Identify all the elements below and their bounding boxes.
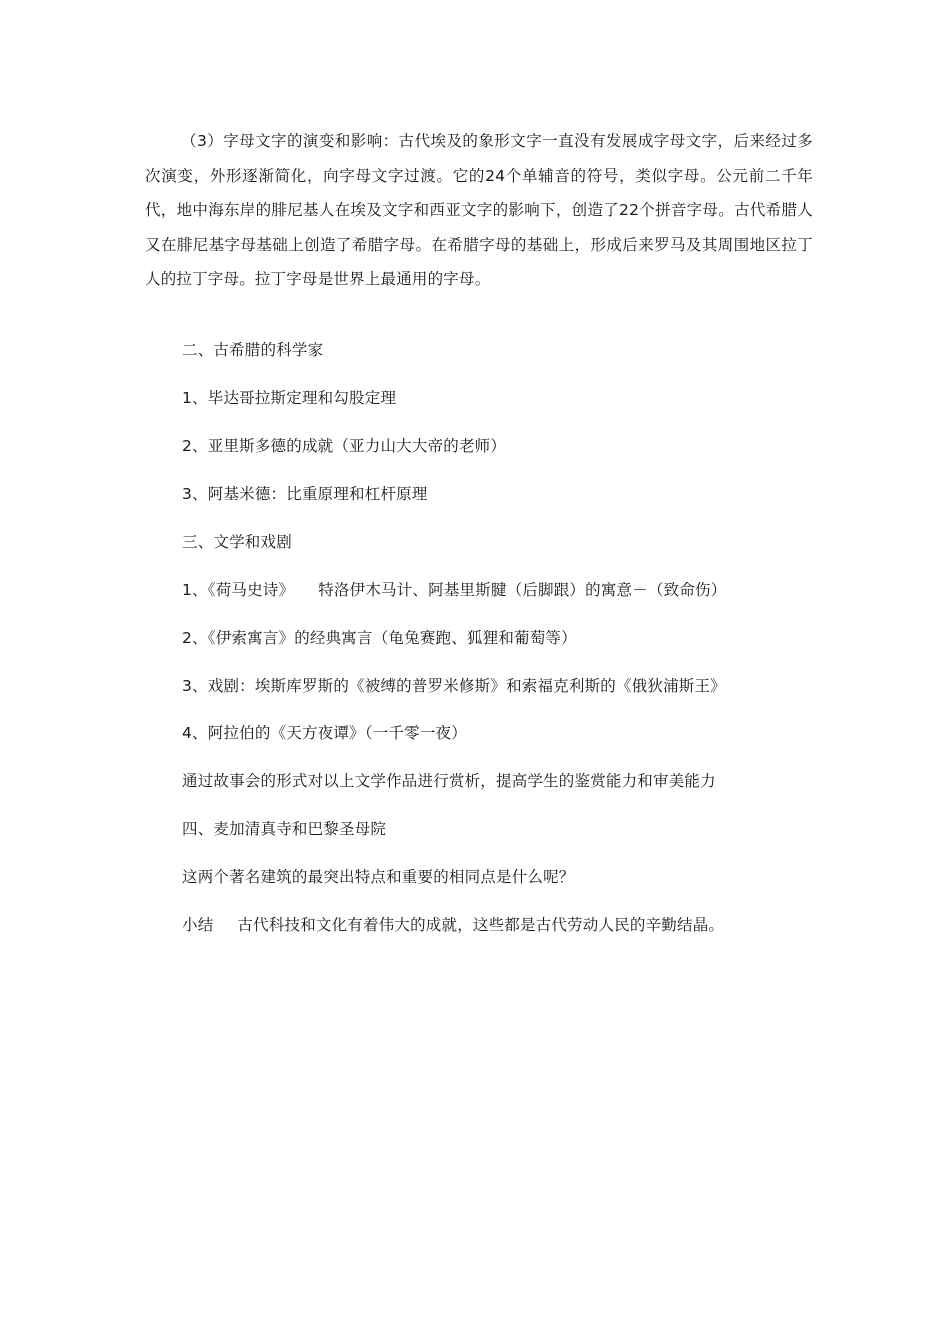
summary-text: 古代科技和文化有着伟大的成就，这些都是古代劳动人民的辛勤结晶。 <box>237 916 725 934</box>
intro-paragraph: （3）字母文字的演变和影响：古代埃及的象形文字一直没有发展成字母文字，后来经过多次演变，外形逐渐简化，向字母文字过渡。它的24个单辅音的符号，类似字母。公元前二千年代，地中海东岸的腓尼基人在埃及文字和西亚文字的影响下，创造了22个拼音字母。古代希腊人又在腓尼基字母基础上创造了希腊字母。在希腊字母的基础上，形成后来罗马及其周围地区拉丁人的拉丁字母。拉丁字母是世界上最通用的字母。 <box>145 132 813 288</box>
section-3-item-1-detail: 特洛伊木马计、阿基里斯腱（后脚跟）的寓意－（致命伤） <box>318 581 727 599</box>
section-2-heading: 二、古希腊的科学家 <box>182 341 324 359</box>
section-3-item-3: 3、戏剧：埃斯库罗斯的《被缚的普罗米修斯》和索福克利斯的《俄狄浦斯王》 <box>182 677 726 695</box>
section-2-item-1: 1、毕达哥拉斯定理和勾股定理 <box>182 389 397 407</box>
summary <box>182 915 724 935</box>
section-2-item-3: 3、阿基米德：比重原理和杠杆原理 <box>182 485 428 503</box>
section-3-item-4: 4、阿拉伯的《天方夜谭》（一千零一夜） <box>182 724 467 742</box>
section-3-heading: 三、文学和戏剧 <box>182 533 292 551</box>
section-3-item-2: 2、《伊索寓言》的经典寓言（龟兔赛跑、狐狸和葡萄等） <box>182 629 577 647</box>
section-3-item-1-title: 1、《荷马史诗》 <box>182 581 295 599</box>
section-4-question: 这两个著名建筑的最突出特点和重要的相同点是什么呢？ <box>182 868 575 886</box>
section-3-note: 通过故事会的形式对以上文学作品进行赏析，提高学生的鉴赏能力和审美能力 <box>182 772 716 790</box>
section-3-item-1 <box>182 580 726 600</box>
summary-label: 小结 <box>182 916 214 934</box>
section-2-item-2: 2、亚里斯多德的成就（亚力山大大帝的老师） <box>182 437 507 455</box>
section-4-heading: 四、麦加清真寺和巴黎圣母院 <box>182 820 387 838</box>
